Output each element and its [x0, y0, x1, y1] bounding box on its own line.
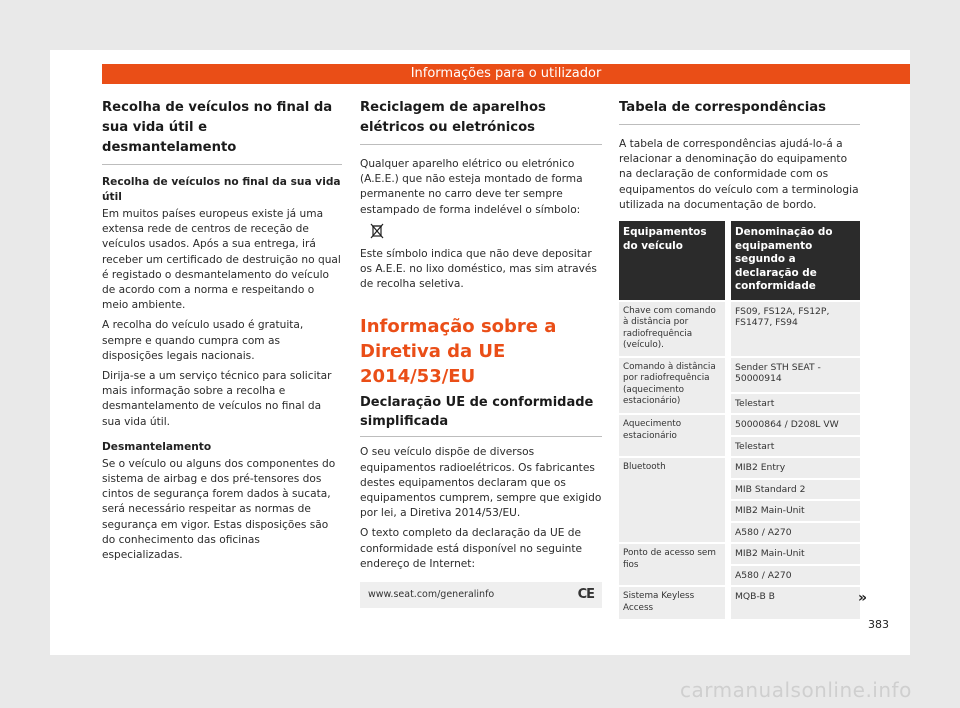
- designation-cell: MIB Standard 2: [731, 480, 860, 500]
- paragraph: A recolha do veículo usado é gratuita, sempre e quando cumpra com as disposições legais nacionais.: [102, 319, 304, 362]
- watermark: carmanualsonline.info: [680, 678, 912, 702]
- designation-cell: Sender STH SEAT - 50000914: [731, 358, 860, 392]
- designation-cell: MIB2 Main-Unit: [731, 501, 860, 521]
- designation-cell: FS09, FS12A, FS12P, FS1477, FS94: [731, 302, 860, 356]
- equipment-cell: Bluetooth: [619, 458, 731, 542]
- equipment-cell: Aquecimento estacionário: [619, 415, 731, 456]
- table-row: [619, 415, 860, 435]
- url-box: [360, 582, 602, 608]
- designation-cell: Telestart: [731, 437, 860, 457]
- directive-heading: Informação sobre a Diretiva da UE 2014/53/EU: [360, 316, 557, 388]
- url-text[interactable]: www.seat.com/generalinfo: [368, 589, 495, 601]
- equipment-cell: Sistema Keyless Access: [619, 587, 731, 619]
- equipment-cell: Comando à distância por radiofrequência (aquecimento estacionário): [619, 358, 731, 414]
- crossed-bin-icon: [360, 223, 602, 241]
- paragraph: Se o veículo ou alguns dos componentes do sistema de airbag e dos pré-tensores dos cintos de segurança forem dados à sucata, será necessário respeitar as normas de segurança em vigor. Estas disposições são do conhecimento das oficinas especializadas.: [102, 457, 336, 562]
- section-heading-reciclagem: Reciclagem de aparelhos elétricos ou eletrónicos: [360, 98, 602, 145]
- paragraph: O seu veículo dispõe de diversos equipamentos radioelétricos. Os fabricantes destes equipamentos declaram que os equipamentos cumprem, sempre que exigido por lei, a Diretiva 2014/53/EU.: [360, 446, 602, 520]
- equipment-cell: Ponto de acesso sem fios: [619, 544, 731, 585]
- paragraph: Dirija-se a um serviço técnico para solicitar mais informação sobre a recolha e desmantelamento de veículos no final da sua vida útil.: [102, 370, 332, 428]
- ce-mark-icon: CE: [577, 587, 594, 603]
- designation-cell: MIB2 Main-Unit: [731, 544, 860, 564]
- table-header: Denominação do equipamento segundo a declaração de conformidade: [731, 221, 860, 300]
- designation-cell: A580 / A270: [731, 523, 860, 543]
- page-header-bar: Informações para o utilizador: [102, 64, 910, 84]
- table-row: [619, 302, 860, 356]
- paragraph: Qualquer aparelho elétrico ou eletrónico (A.E.E.) que não esteja montado de forma permanente no carro deve ter sempre estampado de forma indelével o símbolo:: [360, 158, 583, 216]
- section-heading-recolha: Recolha de veículos no final da sua vida útil e desmantelamento: [102, 98, 342, 165]
- table-row: [619, 544, 860, 564]
- section-heading-tabela: Tabela de correspondências: [619, 98, 860, 125]
- subheading-desmantelamento: Desmantelamento: [102, 440, 212, 453]
- column-middle: [360, 98, 602, 608]
- column-left: [102, 98, 342, 568]
- continue-arrow-icon: »: [858, 590, 868, 606]
- table-row: [619, 358, 860, 392]
- paragraph: Em muitos países europeus existe já uma extensa rede de centros de receção de veículos usados. Após a sua entrega, irá receber um certificado de destruição no qual é registado o desmantelamento do veículo de acordo com a norma e respeitando o meio ambiente.: [102, 208, 341, 312]
- designation-cell: MQB-B B: [731, 587, 860, 619]
- designation-cell: MIB2 Entry: [731, 458, 860, 478]
- paragraph: A tabela de correspondências ajudá-lo-á a relacionar a denominação do equipamento na declaração de conformidade com os equipamentos do veículo com a terminologia utilizada na documentação de bordo.: [619, 138, 859, 211]
- table-row: [619, 458, 860, 478]
- table-row: [619, 587, 860, 619]
- designation-cell: 50000864 / D208L VW: [731, 415, 860, 435]
- paragraph: Este símbolo indica que não deve depositar os A.E.E. no lixo doméstico, mas sim através de recolha seletiva.: [360, 247, 597, 291]
- declaration-heading: Declaração UE de conformidade simplificada: [360, 393, 602, 437]
- equipment-cell: Chave com comando à distância por radiofrequência (veículo).: [619, 302, 731, 356]
- table-header: Equipamentos do veículo: [619, 221, 731, 300]
- page: [50, 50, 910, 655]
- subheading-recolha: Recolha de veículos no final da sua vida útil: [102, 176, 341, 203]
- designation-cell: Telestart: [731, 394, 860, 414]
- designation-cell: A580 / A270: [731, 566, 860, 586]
- paragraph: O texto completo da declaração da UE de conformidade está disponível no seguinte endereço de Internet:: [360, 527, 583, 570]
- column-right: [619, 98, 860, 621]
- page-number: 383: [868, 618, 889, 631]
- correspondence-table: [619, 219, 860, 621]
